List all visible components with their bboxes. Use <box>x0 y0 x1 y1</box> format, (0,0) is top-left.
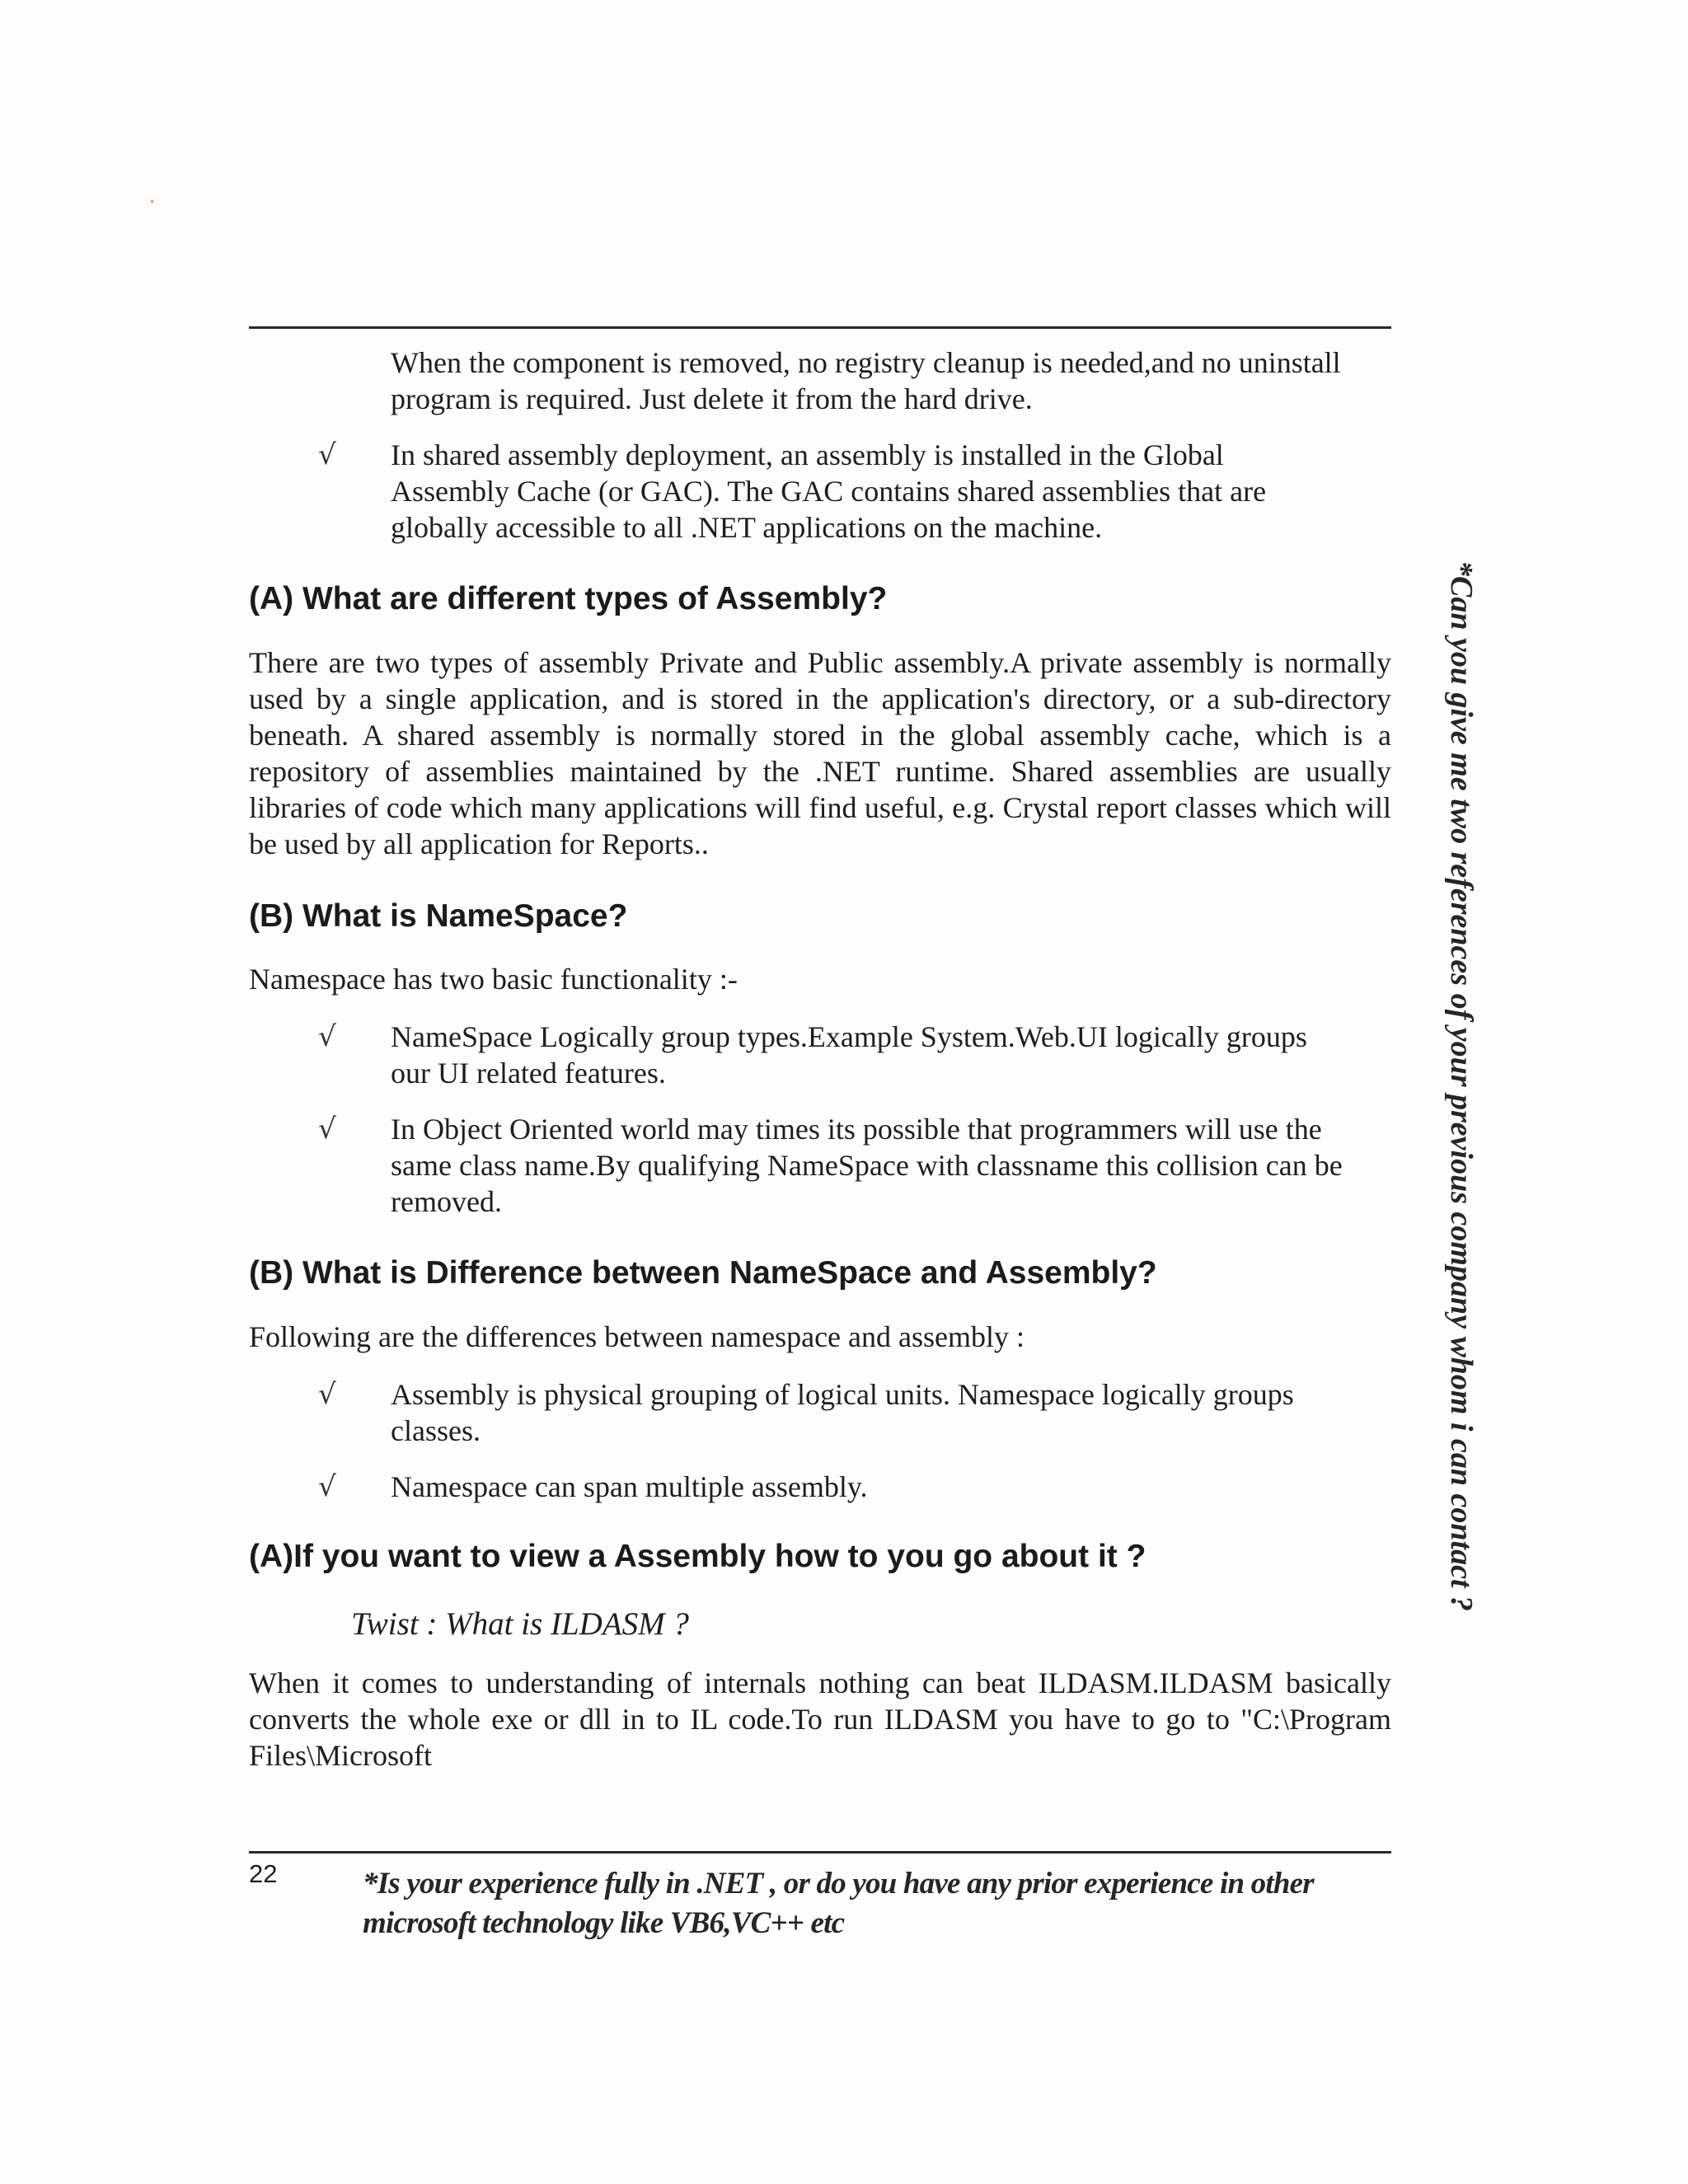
difference-intro: Following are the differences between namespace and assembly : <box>249 1320 1025 1353</box>
page-number: 22 <box>249 1859 278 1888</box>
check-icon: √ <box>318 1020 336 1053</box>
namespace-bullet-text: In Object Oriented world may times its possible that programmers will use the same class name.By qualifying NameSpace with classname this collision can be removed. <box>391 1113 1343 1218</box>
intro-bullet-text: In shared assembly deployment, an assembly is installed in the Global Assembly Cache (or GAC). The GAC contains shared assemblies that are globally accessible to all .NET applications on the machine. <box>391 438 1267 544</box>
section-heading-assembly-types: (A) What are different types of Assembly? <box>249 581 888 616</box>
side-question: *Can you give me two references of your previous company whom i can contact ? <box>1444 560 1479 1612</box>
bottom-rule <box>249 1851 1391 1854</box>
section-heading-view-assembly: (A)If you want to view a Assembly how to you go about it ? <box>249 1539 1146 1574</box>
check-icon: √ <box>318 438 336 471</box>
check-icon: √ <box>318 1113 336 1146</box>
assembly-types-paragraph: There are two types of assembly Private and Public assembly.A private assembly is normally used by a single application, and is stored in the application's directory, or a sub-directory beneath. A shared assembly is normally stored in the global assembly cache, which is a repository of assemblies maintained by the .NET runtime. Shared assemblies are usually libraries of code which many applications will find useful, e.g. Crystal report classes which will be used by all application for Reports.. <box>249 646 1391 860</box>
ildasm-paragraph: When it comes to understanding of internals nothing can beat ILDASM.ILDASM basically converts the whole exe or dll in to IL code.To run ILDASM you have to go to "C:\Program Files\Microsoft <box>249 1666 1391 1772</box>
top-rule <box>249 326 1391 329</box>
section-heading-difference: (B) What is Difference between NameSpace and Assembly? <box>249 1255 1157 1291</box>
intro-paragraph: When the component is removed, no registry cleanup is needed,and no uninstall program is required. Just delete it from the hard drive. <box>391 346 1341 415</box>
difference-bullet-text: Namespace can span multiple assembly. <box>391 1470 868 1503</box>
check-icon: √ <box>318 1378 336 1411</box>
footer-question: *Is your experience fully in .NET , or do you have any prior experience in other microsoft technology like VB6,VC++ etc <box>363 1867 1314 1940</box>
twist-question: Twist : What is ILDASM ? <box>351 1606 689 1642</box>
namespace-bullet-text: NameSpace Logically group types.Example System.Web.UI logically groups our UI related features. <box>391 1020 1307 1090</box>
difference-bullet-text: Assembly is physical grouping of logical units. Namespace logically groups classes. <box>391 1378 1294 1447</box>
section-heading-namespace: (B) What is NameSpace? <box>249 898 628 934</box>
check-icon: √ <box>318 1470 336 1503</box>
speck <box>151 200 153 203</box>
namespace-intro: Namespace has two basic functionality :- <box>249 963 738 996</box>
